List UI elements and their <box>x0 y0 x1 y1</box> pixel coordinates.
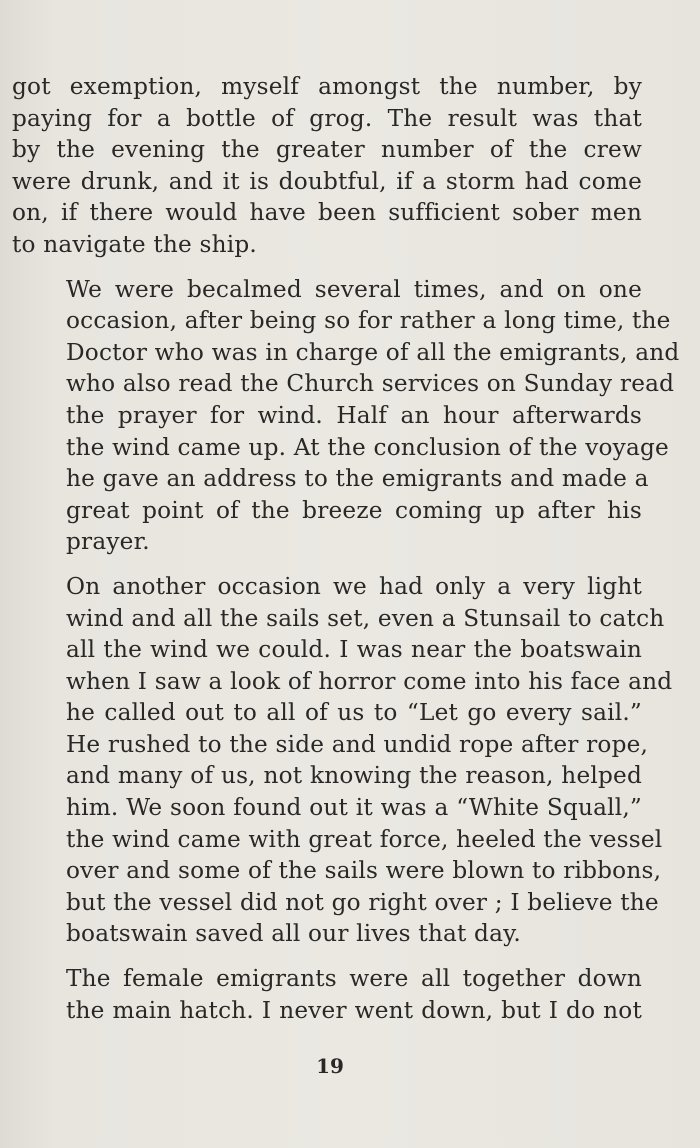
text-line: who also read the Church services on Sunday read <box>66 370 675 398</box>
text-line: We were becalmed several times, and on one <box>66 275 642 303</box>
paragraph-4 <box>12 963 642 1026</box>
text-line: were drunk, and it is doubtful, if a storm had come <box>12 167 642 195</box>
text-line: He rushed to the side and undid rope after rope, <box>66 730 649 758</box>
text-line: the prayer for wind. Half an hour afterwards <box>66 401 642 429</box>
text-line: wind and all the sails set, even a Stunsail to catch <box>66 604 665 632</box>
text-line: the wind came up. At the conclusion of the voyage <box>66 433 669 461</box>
text-line: he called out to all of us to “Let go every sail.” <box>66 699 642 727</box>
text-line: over and some of the sails were blown to ribbons, <box>66 857 662 885</box>
body-text <box>12 71 680 1026</box>
text-line: On another occasion we had only a very light <box>66 572 642 600</box>
page-number: 19 <box>316 1054 344 1078</box>
text-line: got exemption, myself amongst the number, by <box>12 73 642 100</box>
text-line: to navigate the ship. <box>12 230 258 258</box>
text-line: him. We soon found out it was a “White Squall,” <box>66 794 642 822</box>
text-line: paying for a bottle of grog. The result was that <box>12 104 642 132</box>
paragraph-2 <box>12 274 680 558</box>
paragraph-1 <box>12 71 642 261</box>
text-line: the main hatch. I never went down, but I do not <box>66 996 642 1024</box>
text-line: by the evening the greater number of the crew <box>12 136 642 164</box>
text-line: when I saw a look of horror come into his face and <box>66 667 673 695</box>
text-line: the wind came with great force, heeled the vessel <box>66 825 663 853</box>
text-line: The female emigrants were all together down <box>66 965 642 993</box>
text-line: but the vessel did not go right over ; I believe the <box>66 888 659 916</box>
text-line: Doctor who was in charge of all the emigrants, and <box>66 338 680 366</box>
text-line: great point of the breeze coming up after his <box>66 496 642 524</box>
text-line: all the wind we could. I was near the boatswain <box>66 636 642 664</box>
text-line: on, if there would have been sufficient sober men <box>12 199 642 227</box>
text-line: boatswain saved all our lives that day. <box>66 920 521 948</box>
text-line: and many of us, not knowing the reason, helped <box>66 762 642 790</box>
text-line: prayer. <box>66 528 150 556</box>
text-line: he gave an address to the emigrants and made a <box>66 465 649 493</box>
paragraph-3 <box>12 571 673 950</box>
text-line: occasion, after being so for rather a long time, the <box>66 307 671 335</box>
